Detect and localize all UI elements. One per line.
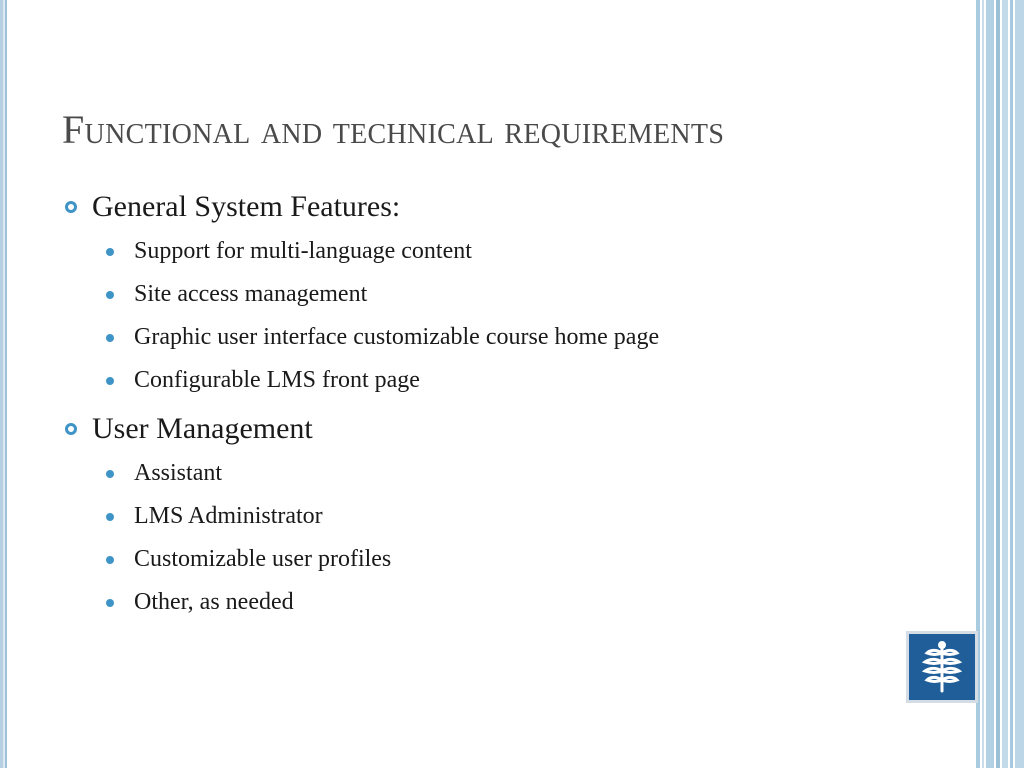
dot-bullet-icon — [106, 599, 114, 607]
list-item — [62, 359, 942, 402]
section-heading-text: General System Features: — [92, 190, 401, 223]
list-item-text: Customizable user profiles — [134, 546, 392, 572]
list-item-text: Configurable LMS front page — [134, 367, 420, 393]
dot-bullet-icon — [106, 556, 114, 564]
section-user-management — [62, 406, 942, 624]
dot-bullet-icon — [106, 377, 114, 385]
wheat-sheaf-icon — [918, 639, 966, 695]
list-item — [62, 495, 942, 538]
section-heading — [62, 184, 942, 230]
list-item-text: Other, as needed — [134, 589, 294, 615]
left-decorative-border — [0, 0, 9, 768]
list-item — [62, 273, 942, 316]
slide-title: Functional and technical requirements — [62, 107, 725, 152]
list-item-text: LMS Administrator — [134, 503, 323, 529]
dot-bullet-icon — [106, 291, 114, 299]
organization-logo — [906, 631, 978, 703]
dot-bullet-icon — [106, 513, 114, 521]
right-decorative-border — [975, 0, 1024, 768]
list-item — [62, 230, 942, 273]
ring-bullet-icon — [65, 423, 77, 435]
list-item-text: Assistant — [134, 460, 223, 486]
list-item — [62, 316, 942, 359]
list-item-text: Support for multi-language content — [134, 238, 472, 264]
list-item-text: Graphic user interface customizable course home page — [134, 324, 660, 350]
bullet-list — [62, 452, 942, 624]
list-item-text: Site access management — [134, 281, 368, 307]
list-item — [62, 452, 942, 495]
section-heading-text: User Management — [92, 412, 313, 445]
section-general-system-features — [62, 184, 942, 402]
section-heading — [62, 406, 942, 452]
ring-bullet-icon — [65, 201, 77, 213]
slide-content — [62, 184, 942, 624]
list-item — [62, 581, 942, 624]
bullet-list — [62, 230, 942, 402]
list-item — [62, 538, 942, 581]
dot-bullet-icon — [106, 248, 114, 256]
dot-bullet-icon — [106, 334, 114, 342]
dot-bullet-icon — [106, 470, 114, 478]
